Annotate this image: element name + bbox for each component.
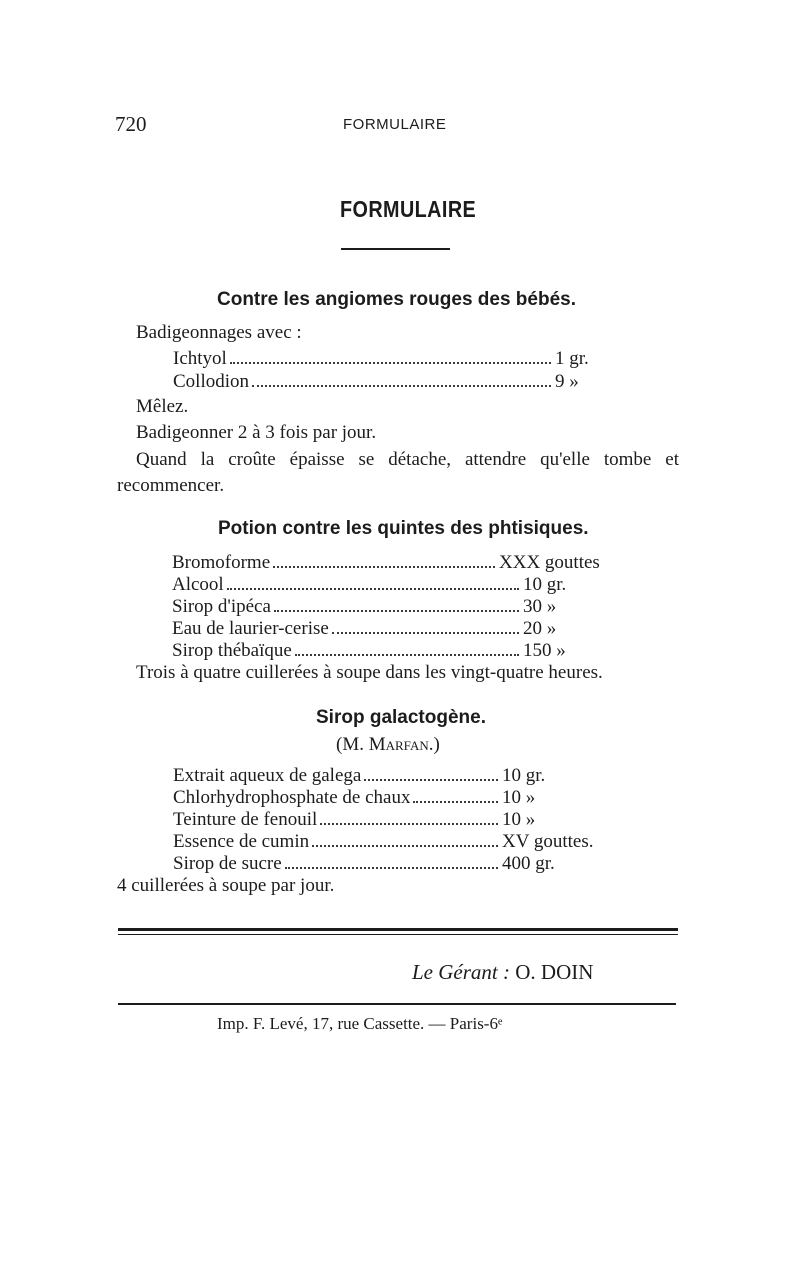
ingredient-name: Teinture de fenouil <box>173 809 318 830</box>
ingredient-qty: 150 » <box>523 640 566 661</box>
ingredient-row <box>172 574 624 596</box>
ingredient-qty: 1 gr. <box>555 348 589 369</box>
imprint-line: Imp. F. Levé, 17, rue Cassette. — Paris-6ᵉ <box>217 1014 503 1033</box>
footer-rule-thick <box>118 928 678 931</box>
ingredient-row <box>173 371 613 394</box>
ingredient-row <box>173 348 613 371</box>
page-number: 720 <box>115 112 147 136</box>
ingredient-row <box>172 552 624 574</box>
instruction-line: 4 cuillerées à soupe par jour. <box>117 875 335 896</box>
dot-leader <box>320 823 498 825</box>
dot-leader <box>227 588 519 590</box>
ingredient-name: Bromoforme <box>172 552 271 573</box>
ingredient-qty: 9 » <box>555 371 579 392</box>
ingredient-qty: 10 » <box>502 809 536 830</box>
gerant-signature <box>412 960 593 985</box>
running-title: FORMULAIRE <box>343 116 447 133</box>
section-author: (M. Marfan.) <box>336 734 440 755</box>
ingredient-list-sirop <box>173 765 623 875</box>
dot-leader <box>312 845 498 847</box>
page-title: FORMULAIRE <box>340 196 477 222</box>
instruction-line: recommencer. <box>117 475 225 496</box>
section-heading-galactogene: Sirop galactogène. <box>316 707 486 728</box>
ingredient-name: Essence de cumin <box>173 831 310 852</box>
ingredient-row <box>173 765 623 787</box>
dot-leader <box>285 867 498 869</box>
ingredient-name: Chlorhydrophosphate de chaux <box>173 787 411 808</box>
imprint-rule <box>118 1003 676 1005</box>
section-intro-angiomes: Badigeonnages avec : <box>136 322 302 343</box>
ingredient-row <box>173 831 623 853</box>
section-heading-angiomes: Contre les angiomes rouges des bébés. <box>217 289 576 310</box>
dot-leader <box>273 566 495 568</box>
ingredient-name: Sirop de sucre <box>173 853 282 874</box>
ingredient-name: Sirop thébaïque <box>172 640 292 661</box>
dot-leader <box>364 779 498 781</box>
dot-leader <box>274 610 519 612</box>
ingredient-row <box>172 596 624 618</box>
ingredient-name: Extrait aqueux de galega <box>173 765 362 786</box>
ingredient-row <box>172 640 624 662</box>
instruction-line: Mêlez. <box>136 396 189 417</box>
ingredient-list-angiomes <box>173 348 613 394</box>
dot-leader <box>230 362 551 364</box>
gerant-label: Le Gérant : <box>412 960 510 984</box>
ingredient-row <box>172 618 624 640</box>
instruction-line: Quand la croûte épaisse se détache, attendre qu'elle tombe et <box>136 449 679 470</box>
ingredient-qty: XXX gouttes <box>499 552 600 573</box>
ingredient-qty: 10 gr. <box>523 574 567 595</box>
dot-leader <box>252 385 551 387</box>
ingredient-row <box>173 787 623 809</box>
dot-leader <box>332 632 519 634</box>
ingredient-name: Eau de laurier-cerise <box>172 618 329 639</box>
ingredient-name: Collodion <box>173 371 250 392</box>
instruction-line: Trois à quatre cuillerées à soupe dans les vingt-quatre heures. <box>136 662 603 683</box>
ingredient-name: Ichtyol <box>173 348 227 369</box>
section-heading-phtisiques: Potion contre les quintes des phtisiques. <box>218 518 589 539</box>
ingredient-qty: 10 gr. <box>502 765 546 786</box>
dot-leader <box>413 801 498 803</box>
title-underline <box>341 248 450 250</box>
ingredient-list-potion <box>172 552 624 662</box>
gerant-name: O. DOIN <box>515 960 594 984</box>
ingredient-name: Alcool <box>172 574 224 595</box>
ingredient-qty: 400 gr. <box>502 853 555 874</box>
dot-leader <box>295 654 519 656</box>
instruction-line: Badigeonner 2 à 3 fois par jour. <box>136 422 377 443</box>
ingredient-qty: 10 » <box>502 787 536 808</box>
ingredient-qty: 20 » <box>523 618 557 639</box>
footer-rule-thin <box>118 934 678 935</box>
ingredient-qty: 30 » <box>523 596 557 617</box>
ingredient-name: Sirop d'ipéca <box>172 596 271 617</box>
ingredient-row <box>173 809 623 831</box>
ingredient-row <box>173 853 623 875</box>
ingredient-qty: XV gouttes. <box>502 831 594 852</box>
